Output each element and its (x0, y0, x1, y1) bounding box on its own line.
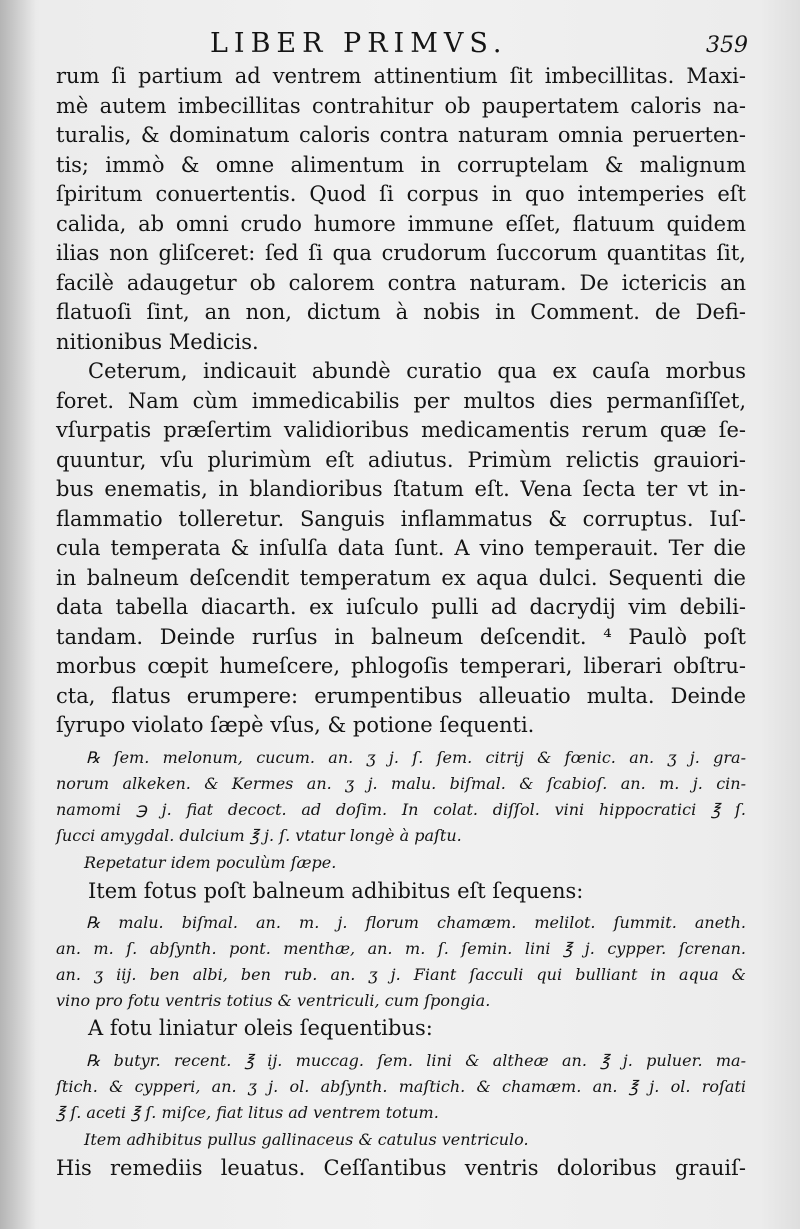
recipe-2 (56, 910, 746, 1014)
text-line: calida, ab omni crudo humore immune eſſet, flatuum quidem (56, 211, 746, 236)
text-line: bus enematis, in blandioribus ſtatum eſt. Vena ſecta ter vt in- (56, 477, 746, 501)
recipe-note: Item adhibitus pullus gallinaceus & catulus ventriculo. (84, 1129, 529, 1149)
text-line: Item fotus poſt balneum adhibitus eſt ſequens: (88, 878, 584, 903)
recipe-note: Repetatur idem poculùm ſæpe. (84, 852, 337, 872)
text-line: cula temperata & inſulſa data ſunt. A vino temperauit. Ter die (56, 536, 746, 560)
text-line: morbus cœpit humeſcere, phlogoſis temperari, liberari obſtru- (56, 654, 746, 678)
running-head: LIBER PRIMVS. (210, 28, 508, 59)
text-line: foret. Nam cùm immedicabilis per multos dies permanſiſſet, (56, 388, 746, 413)
text-line: nitionibus Medicis. (56, 329, 259, 354)
text-line: tandam. Deinde rurſus in balneum deſcendit. ⁴ Paulò poſt (56, 624, 746, 649)
text-line: ilias non gliſceret: ſed ſi qua crudorum ſuccorum quantitas ſit, (56, 241, 746, 265)
paragraph-2 (56, 357, 746, 741)
recipe-1 (56, 745, 746, 849)
recipe-line: an. ʒ iij. ben albi, ben rub. an. ʒ j. Fiant ſacculi qui bulliant in aqua & (56, 965, 746, 984)
text-line: Ceterum, indicauit abundè curatio qua ex cauſa morbus (88, 359, 746, 383)
text-line: quuntur, vſu plurimùm eſt adiutus. Primùm relictis grauiori- (56, 447, 746, 472)
recipe-line: an. m. ſ. abſynth. pont. menthæ, an. m. ſ. ſemin. lini ℥ j. cypper. ſcrenan. (56, 939, 746, 958)
text-line: data tabella diacarth. ex iuſculo pulli ad dacrydij vim debili- (56, 595, 746, 619)
recipe-line: ℞ butyr. recent. ℥ ij. muccag. ſem. lini & altheæ an. ℥ j. puluer. ma- (86, 1050, 746, 1070)
text-line: vſurpatis præſertim validioribus medicamentis rerum quæ ſe- (56, 418, 746, 442)
page-header (0, 26, 800, 62)
text-line: facilè adaugetur ob calorem contra naturam. De ictericis an (56, 270, 746, 295)
recipe-line: ℞ malu. biſmal. an. m. j. florum chamæm. melilot. ſummit. aneth. (86, 913, 746, 932)
text-line: His remediis leuatus. Ceſſantibus ventris doloribus grauiſ- (56, 1155, 746, 1180)
text-line: rum ſi partium ad ventrem attinentium ſit imbecillitas. Maxi- (56, 64, 746, 88)
text-line: ſpiritum conuertentis. Quod ſi corpus in quo intemperies eſt (56, 182, 746, 206)
recipe-line: norum alkeken. & Kermes an. ʒ j. malu. biſmal. & ſcabioſ. an. m. j. cin- (56, 773, 746, 793)
text-line: cta, flatus erumpere: erumpentibus alleuatio multa. Deinde (56, 683, 746, 708)
recipe-line: ℞ ſem. melonum, cucum. an. ʒ j. ſ. ſem. citrij & fœnic. an. ʒ j. gra- (86, 747, 746, 767)
text-line: ſyrupo violato ſæpè vſus, & potione ſequenti. (56, 713, 535, 737)
text-line: tis; immò & omne alimentum in corruptelam & malignum (56, 152, 746, 177)
recipe-line: ſucci amygdal. dulcium ℥ j. ſ. vtatur longè à paſtu. (56, 825, 462, 845)
page-number: 359 (706, 33, 748, 58)
recipe-line: ſtich. & cypperi, an. ʒ j. ol. abſynth. maſtich. & chamæm. an. ℥ j. ol. roſati (56, 1076, 746, 1096)
paragraph-1 (56, 62, 746, 357)
text-line: flatuoſi ſint, an non, dictum à nobis in Comment. de Defi- (56, 300, 746, 324)
text-line: turalis, & dominatum caloris contra naturam omnia peruerten- (56, 123, 746, 147)
recipe-line: namomi ℈ j. fiat decoct. ad doſim. In colat. diſſol. vini hippocratici ℥ ſ. (56, 799, 746, 819)
text-line: in balneum deſcendit temperatum ex aqua dulci. Sequenti die (56, 565, 746, 590)
recipe-line: ℥ ſ. aceti ℥ ſ. miſce, fiat litus ad ventrem totum. (56, 1102, 439, 1122)
text-block (56, 62, 746, 1183)
recipe-line: vino pro fotu ventris totius & ventriculi, cum ſpongia. (56, 991, 491, 1010)
gutter-shadow (0, 0, 36, 1229)
text-line: flammatio tolleretur. Sanguis inflammatus & corruptus. Iuſ- (56, 506, 746, 531)
recipe-3 (56, 1048, 746, 1126)
text-line: mè autem imbecillitas contrahitur ob paupertatem caloris na- (56, 93, 746, 118)
text-line: A fotu liniatur oleis ſequentibus: (88, 1016, 433, 1040)
